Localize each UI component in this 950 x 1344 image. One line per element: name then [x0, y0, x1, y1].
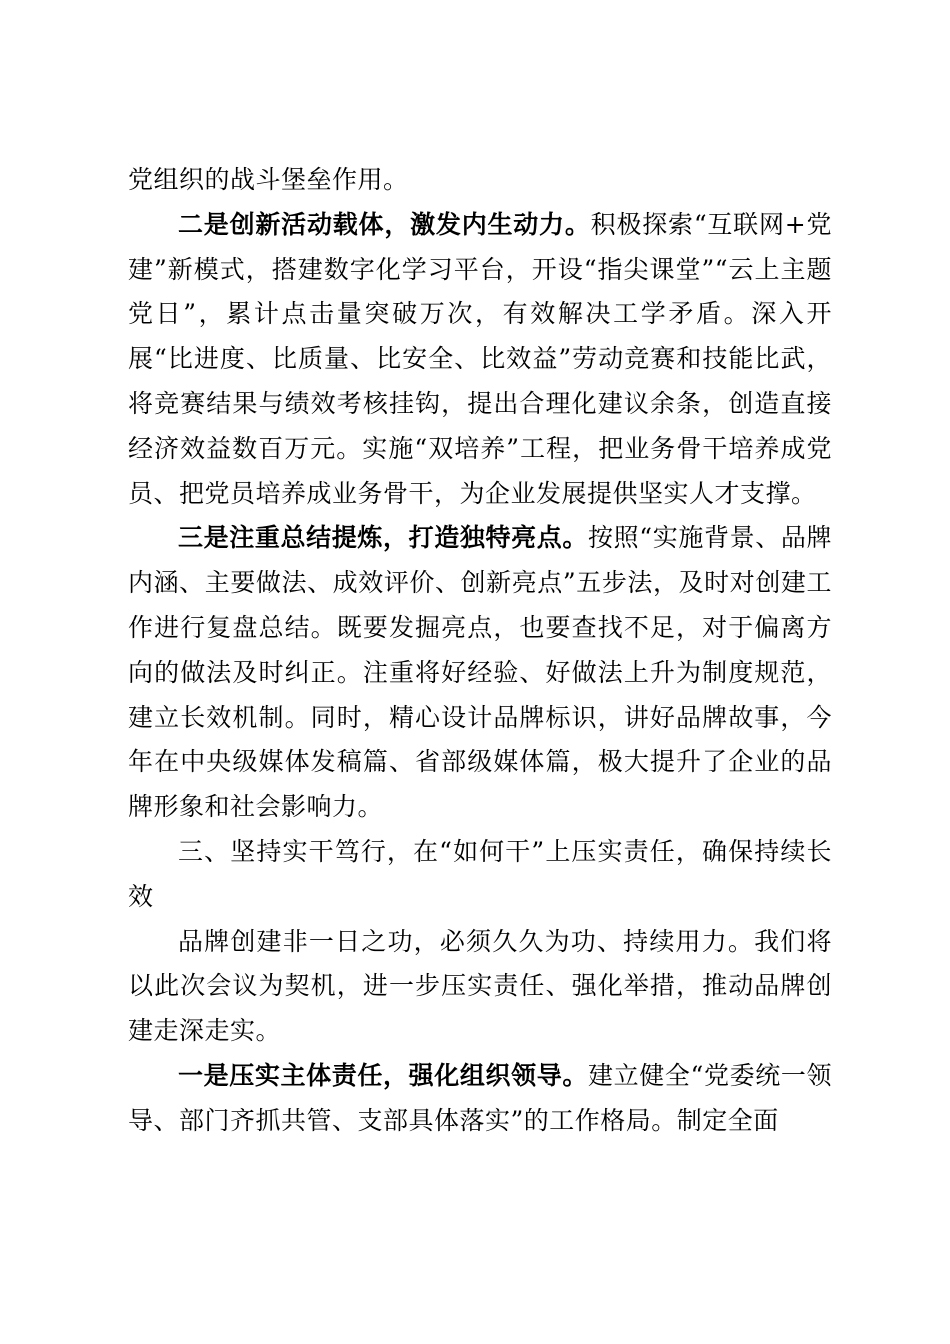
document-body	[128, 158, 832, 1144]
paragraph-text: 积极探索“互联网+党建”新模式，搭建数字化学习平台，开设“指尖课堂”“云上主题党日”，累计点击量突破万次，有效解决工学矛盾。深入开展“比进度、比质量、比安全、比效益”劳动竞赛和技能比武，将竞赛结果与绩效考核挂钩，提出合理化建议余条，创造直接经济效益数百万元。实施“双培养”工程，把业务骨干培养成党员、把党员培养成业务骨干，为企业发展提供坚实人才支撑。	[128, 209, 832, 508]
paragraph-text: 按照“实施背景、品牌内涵、主要做法、成效评价、创新亮点”五步法，及时对创建工作进行复盘总结。既要发掘亮点，也要查找不足，对于偏离方向的做法及时纠正。注重将好经验、好做法上升为制度规范，建立长效机制。同时，精心设计品牌标识，讲好品牌故事，今年在中央级媒体发稿篇、省部级媒体篇，极大提升了企业的品牌形象和社会影响力。	[128, 523, 832, 822]
paragraph-lead: 一是压实主体责任，强化组织领导。	[178, 1060, 589, 1090]
paragraph-lead: 二是创新活动载体，激发内生动力。	[178, 209, 591, 239]
paragraph-continuation	[128, 158, 832, 203]
paragraph-responsibility	[128, 1054, 832, 1144]
paragraph-lead: 三是注重总结提炼，打造独特亮点。	[178, 523, 589, 553]
paragraph-text: 党组织的战斗堡垒作用。	[128, 165, 409, 194]
paragraph-text: 品牌创建非一日之功，必须久久为功、持续用力。我们将以此次会议为契机，进一步压实责任、强化举措，推动品牌创建走深走实。	[128, 926, 832, 1046]
section-heading	[128, 830, 832, 920]
paragraph-text: 建立健全“党委统一领导、部门齐抓共管、支部具体落实”的工作格局。制定全面	[128, 1060, 832, 1135]
paragraph-innovation	[128, 203, 832, 517]
paragraph-summary	[128, 516, 832, 830]
section-heading-text: 三、坚持实干笃行，在“如何干”上压实责任，确保持续长效	[128, 836, 832, 911]
paragraph-intro	[128, 920, 832, 1054]
